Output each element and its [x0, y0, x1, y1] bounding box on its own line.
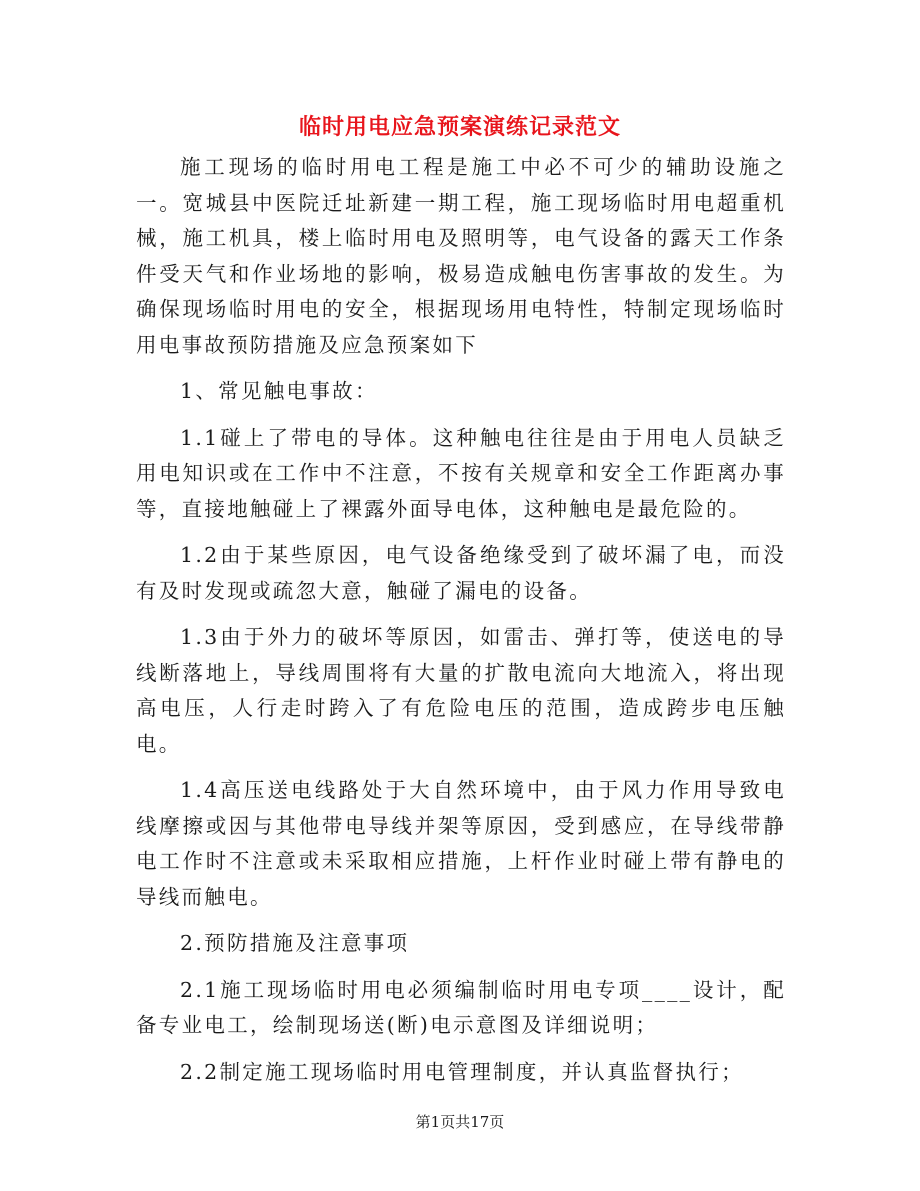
- paragraph-2-1: 2.1施工现场临时用电必须编制临时用电专项____设计，配备专业电工，绘制现场送(断)电示意图及详细说明；: [136, 977, 786, 1037]
- paragraph-2-2: 2.2制定施工现场临时用电管理制度，并认真监督执行；: [180, 1059, 744, 1084]
- document-title: 临时用电应急预案演练记录范文: [298, 114, 621, 140]
- document-body: [136, 150, 786, 1101]
- paragraph-intro: 施工现场的临时用电工程是施工中必不可少的辅助设施之一。宽城县中医院迁址新建一期工程，施工现场临时用电超重机械，施工机具，楼上临时用电及照明等，电气设备的露天工作条件受天气和作业场地的影响，极易造成触电伤害事故的发生。为确保现场临时用电的安全，根据现场用电特性，特制定现场临时用电事故预防措施及应急预案如下: [136, 155, 786, 357]
- paragraph-1-2: 1.2由于某些原因，电气设备绝缘受到了破坏漏了电，而没有及时发现或疏忽大意，触碰了漏电的设备。: [136, 543, 786, 603]
- paragraph-1-3: 1.3由于外力的破坏等原因，如雷击、弹打等，使送电的导线断落地上，导线周围将有大量的扩散电流向大地流入，将出现高电压，人行走时跨入了有危险电压的范围，造成跨步电压触电。: [136, 625, 786, 756]
- section-heading-common-accidents: 1、常见触电事故：: [180, 379, 378, 403]
- section-heading-prevention: 2.预防措施及注意事项: [180, 931, 410, 955]
- paragraph-1-1: 1.1碰上了带电的导体。这种触电往往是由于用电人员缺乏用电知识或在工作中不注意，不按有关规章和安全工作距离办事等，直接地触碰上了裸露外面导电体，这种触电是最危险的。: [136, 425, 786, 521]
- paragraph-1-4: 1.4高压送电线路处于大自然环境中，由于风力作用导致电线摩擦或因与其他带电导线并架等原因，受到感应，在导线带静电工作时不注意或未采取相应措施，上杆作业时碰上带有静电的导线而触电。: [136, 778, 786, 909]
- page-number: 第1页共17页: [415, 1113, 505, 1131]
